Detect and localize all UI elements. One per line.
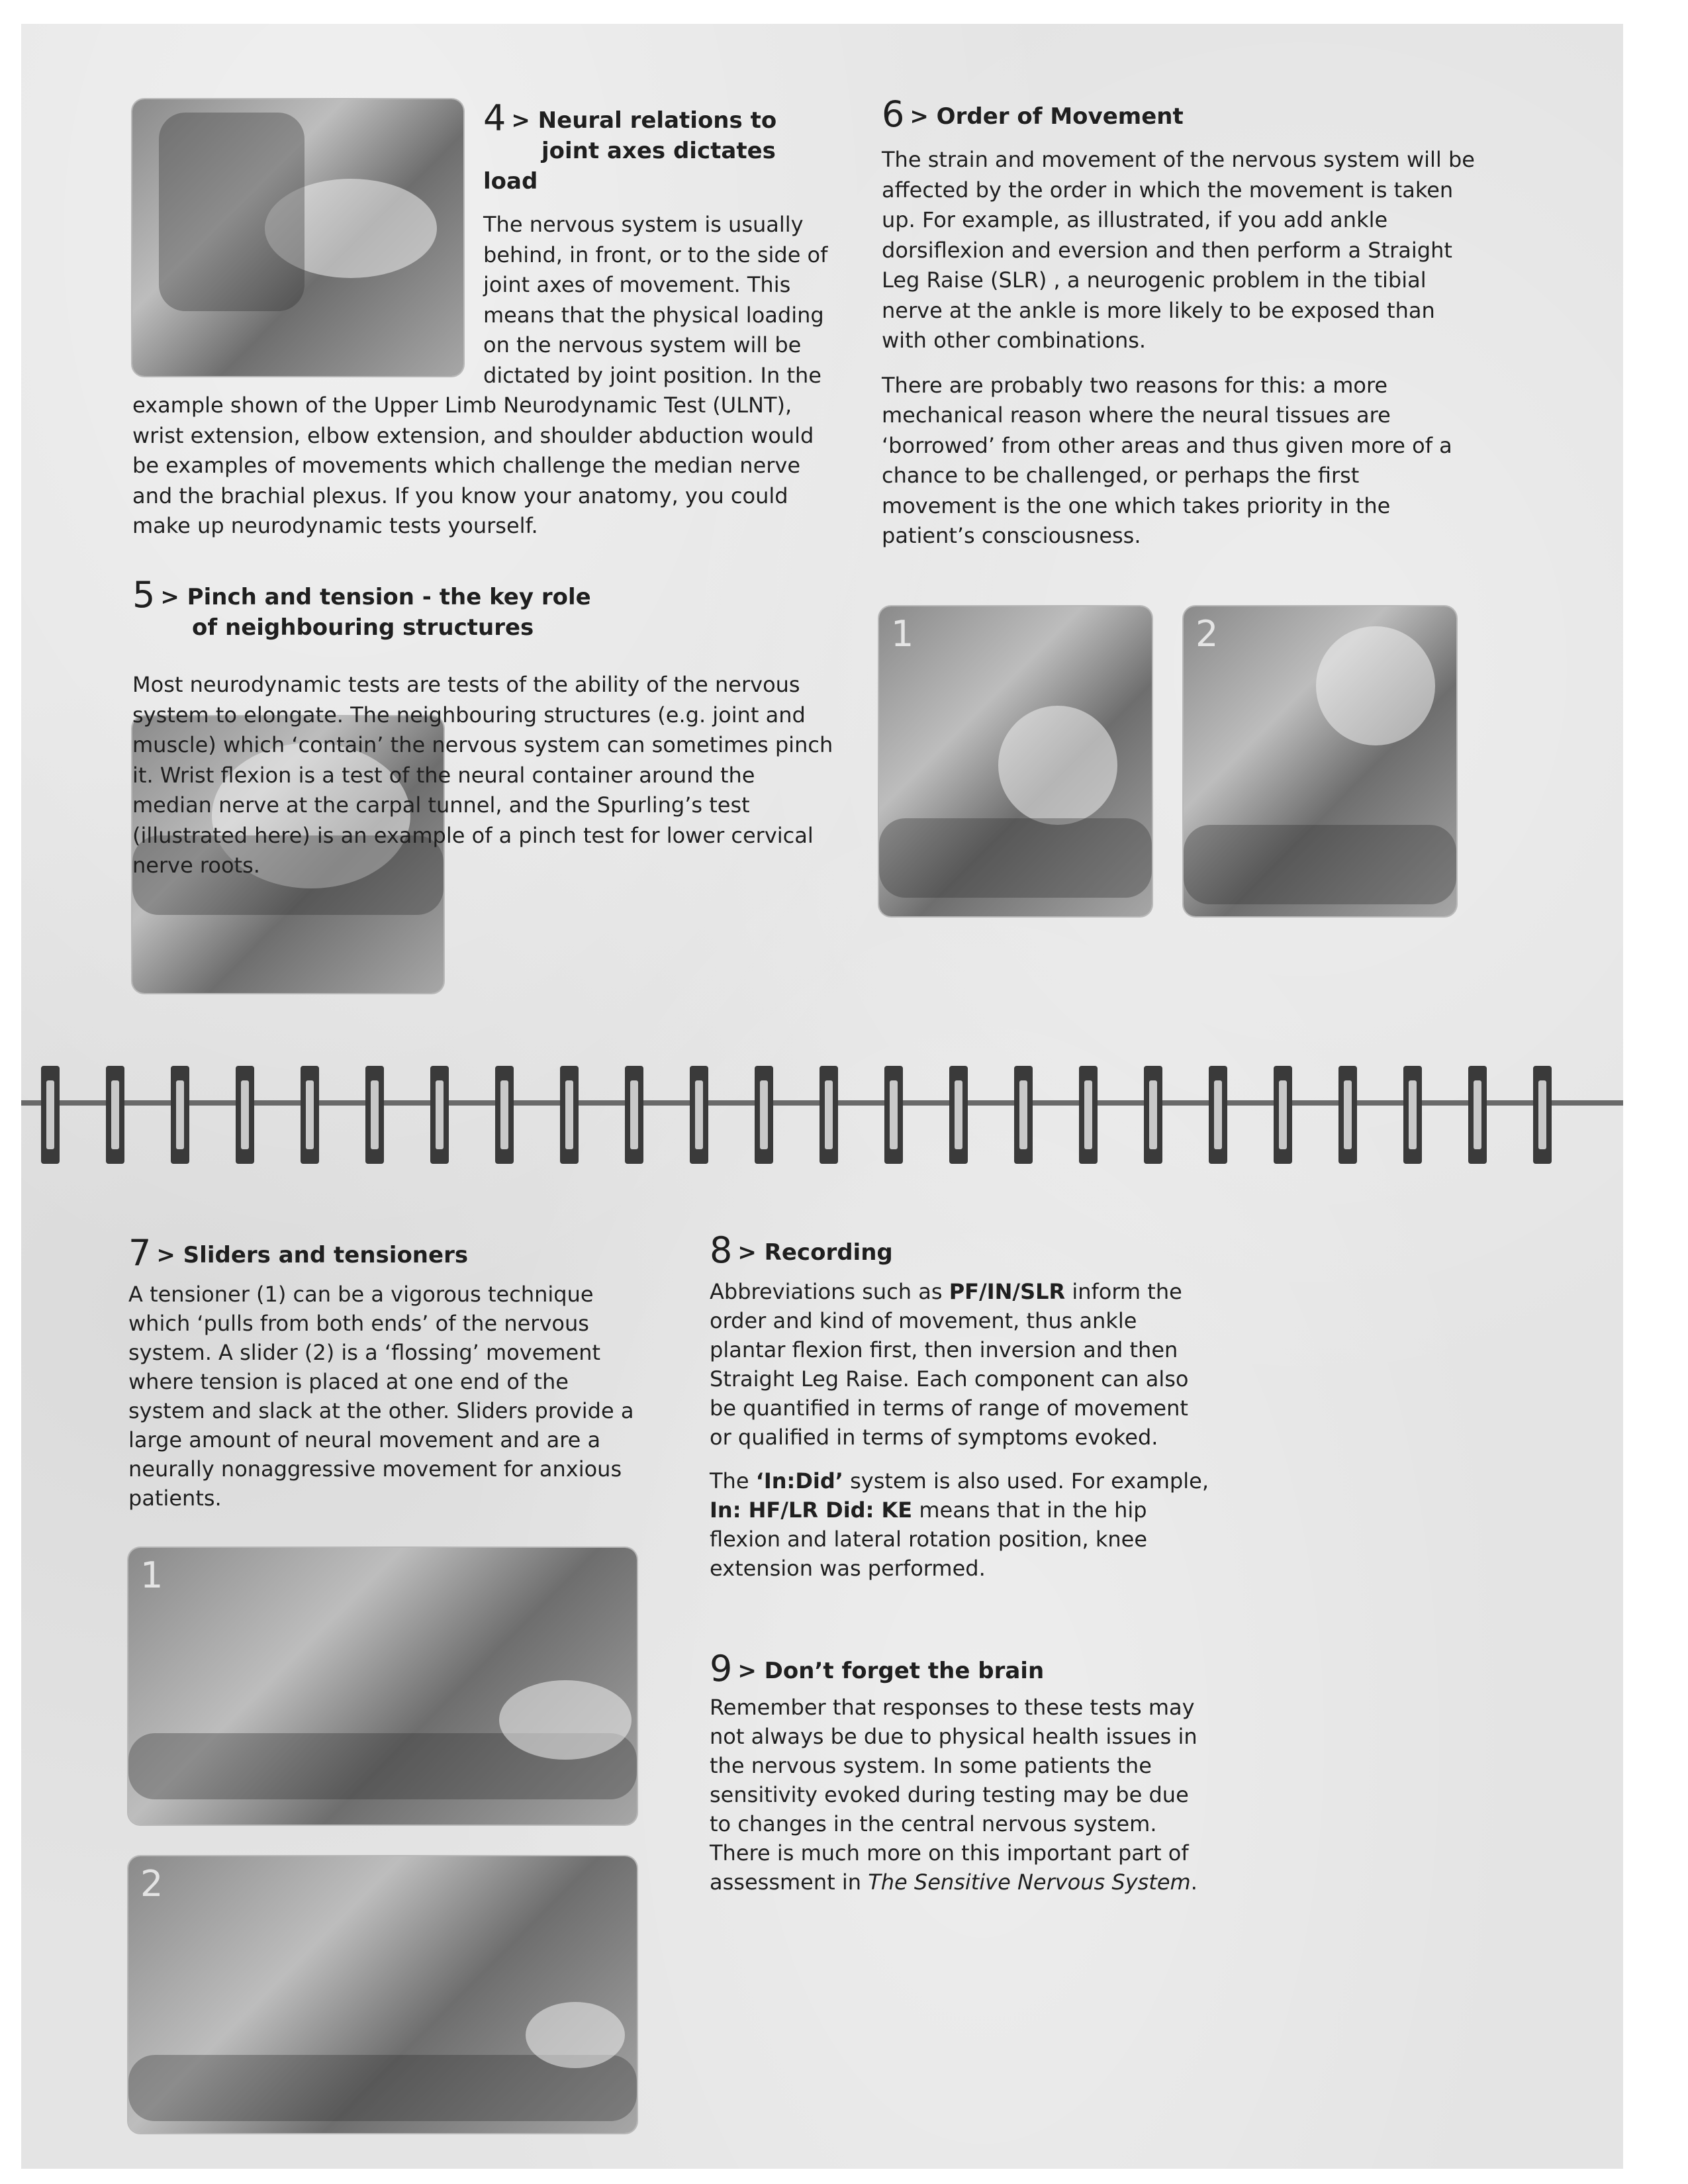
- tensioner-photo: [128, 1548, 637, 1825]
- section-6-text-1: The strain and movement of the nervous system will be affected by the order in which the movement is taken up. For example, as illustrated, if you add ankle dorsiflexion and eversion and then perform a Straight Leg Raise (SLR) , a neurogenic problem in the tibial nerve at the ankle is more likely to be exposed than with other combinations.: [882, 147, 1475, 353]
- section-8-text-1: Abbreviations such as PF/IN/SLR inform the order and kind of movement, thus ankle plantar flexion first, then inversion and then Straight Leg Raise. Each component can also be quantified in terms of range of movement or qualified in terms of symptoms evoked.: [710, 1279, 1189, 1450]
- section-7: [128, 1232, 645, 1527]
- section-6-heading: 6 > Order of Movement: [882, 93, 1184, 135]
- spiral-loop: [755, 1066, 773, 1164]
- photo-number: 2: [140, 1863, 164, 1905]
- section-9-text: Remember that responses to these tests may not always be due to physical health issues in the nervous system. In some patients the sensitivity evoked during testing may be due to changes in the central nervous system. There is much more on this important part of assessment in The Sensitive Nervous System.: [710, 1695, 1197, 1895]
- spiral-loop: [430, 1066, 449, 1164]
- order-of-movement-photo-2: [1184, 606, 1456, 916]
- spiral-loop: [690, 1066, 708, 1164]
- spiral-loop: [41, 1066, 60, 1164]
- section-6: [882, 93, 1477, 566]
- section-5: [132, 574, 834, 1000]
- spiral-loop: [495, 1066, 514, 1164]
- section-9: [710, 1648, 1213, 1911]
- section-number: 8: [710, 1229, 733, 1271]
- spiral-loop: [1338, 1066, 1357, 1164]
- slider-photo: [128, 1856, 637, 2133]
- spiral-loop: [171, 1066, 189, 1164]
- spiral-binding: [21, 1059, 1623, 1165]
- spiral-loop: [1274, 1066, 1292, 1164]
- spiral-loop: [625, 1066, 643, 1164]
- section-number: 5: [132, 574, 156, 616]
- section-number: 7: [128, 1232, 152, 1274]
- section-4: [132, 99, 834, 556]
- spiral-loop: [1468, 1066, 1487, 1164]
- section-4-heading: 4 > Neural relations to joint axes dictates load: [483, 97, 777, 195]
- section-number: 4: [483, 97, 506, 139]
- spiral-loop: [1144, 1066, 1162, 1164]
- section-8-heading: 8 > Recording: [710, 1229, 893, 1271]
- spiral-loop: [106, 1066, 124, 1164]
- spiral-loop: [365, 1066, 384, 1164]
- spiral-loop: [1014, 1066, 1033, 1164]
- section-9-heading: 9 > Don’t forget the brain: [710, 1648, 1045, 1689]
- spiral-loop: [560, 1066, 579, 1164]
- photo-number: 1: [891, 613, 914, 655]
- ulnt-photo: [132, 99, 463, 376]
- section-8-text-2: The ‘In:Did’ system is also used. For example, In: HF/LR Did: KE means that in the hip flexion and lateral rotation position, knee extension was performed.: [710, 1468, 1209, 1581]
- section-number: 6: [882, 93, 905, 135]
- section-number: 9: [710, 1648, 733, 1689]
- section-7-heading: 7 > Sliders and tensioners: [128, 1232, 469, 1274]
- spiral-loop: [949, 1066, 968, 1164]
- order-of-movement-photo-1: [879, 606, 1152, 916]
- spiral-loop: [1403, 1066, 1422, 1164]
- section-7-text: A tensioner (1) can be a vigorous technique which ‘pulls from both ends’ of the nervous system. A slider (2) is a ‘flossing’ movement where tension is placed at one end of the system and slack at the other. Sliders provide a large amount of neural movement and are a neurally nonaggressive movement for anxious patients.: [128, 1282, 634, 1511]
- spiral-loop: [820, 1066, 838, 1164]
- spiral-loop: [1079, 1066, 1098, 1164]
- spiral-loop: [884, 1066, 903, 1164]
- section-4-text: The nervous system is usually behind, in front, or to the side of joint axes of movement. This means that the physical loading on the nervous system will be dictated by joint position. In the example shown of the Upper Limb Neurodynamic Test (ULNT), wrist extension, elbow extension, and shoulder abduction would be examples of movements which challenge the median nerve and the brachial plexus. If you know your anatomy, you could make up neurodynamic tests yourself.: [132, 212, 828, 538]
- photo-number: 2: [1196, 613, 1219, 655]
- spiral-loop: [236, 1066, 254, 1164]
- spiral-loop: [1533, 1066, 1552, 1164]
- spiral-loop: [301, 1066, 319, 1164]
- spiral-loop: [1209, 1066, 1227, 1164]
- section-8: [710, 1229, 1213, 1597]
- section-6-text-2: There are probably two reasons for this: a more mechanical reason where the neural tissues are ‘borrowed’ from other areas and thus given more of a chance to be challenged, or perhaps the first movement is the one which takes priority in the patient’s consciousness.: [882, 372, 1452, 548]
- section-5-heading: 5 > Pinch and tension - the key role of neighbouring structures: [132, 574, 591, 641]
- photo-number: 1: [140, 1554, 164, 1596]
- section-5-text: Most neurodynamic tests are tests of the ability of the nervous system to elongate. The neighbouring structures (e.g. joint and muscle) which ‘contain’ the nervous system can sometimes pinch it. Wrist flexion is a test of the neural container around the median nerve at the carpal tunnel, and the Spurling’s test (illustrated here) is an example of a pinch test for lower cervical nerve roots.: [132, 672, 833, 878]
